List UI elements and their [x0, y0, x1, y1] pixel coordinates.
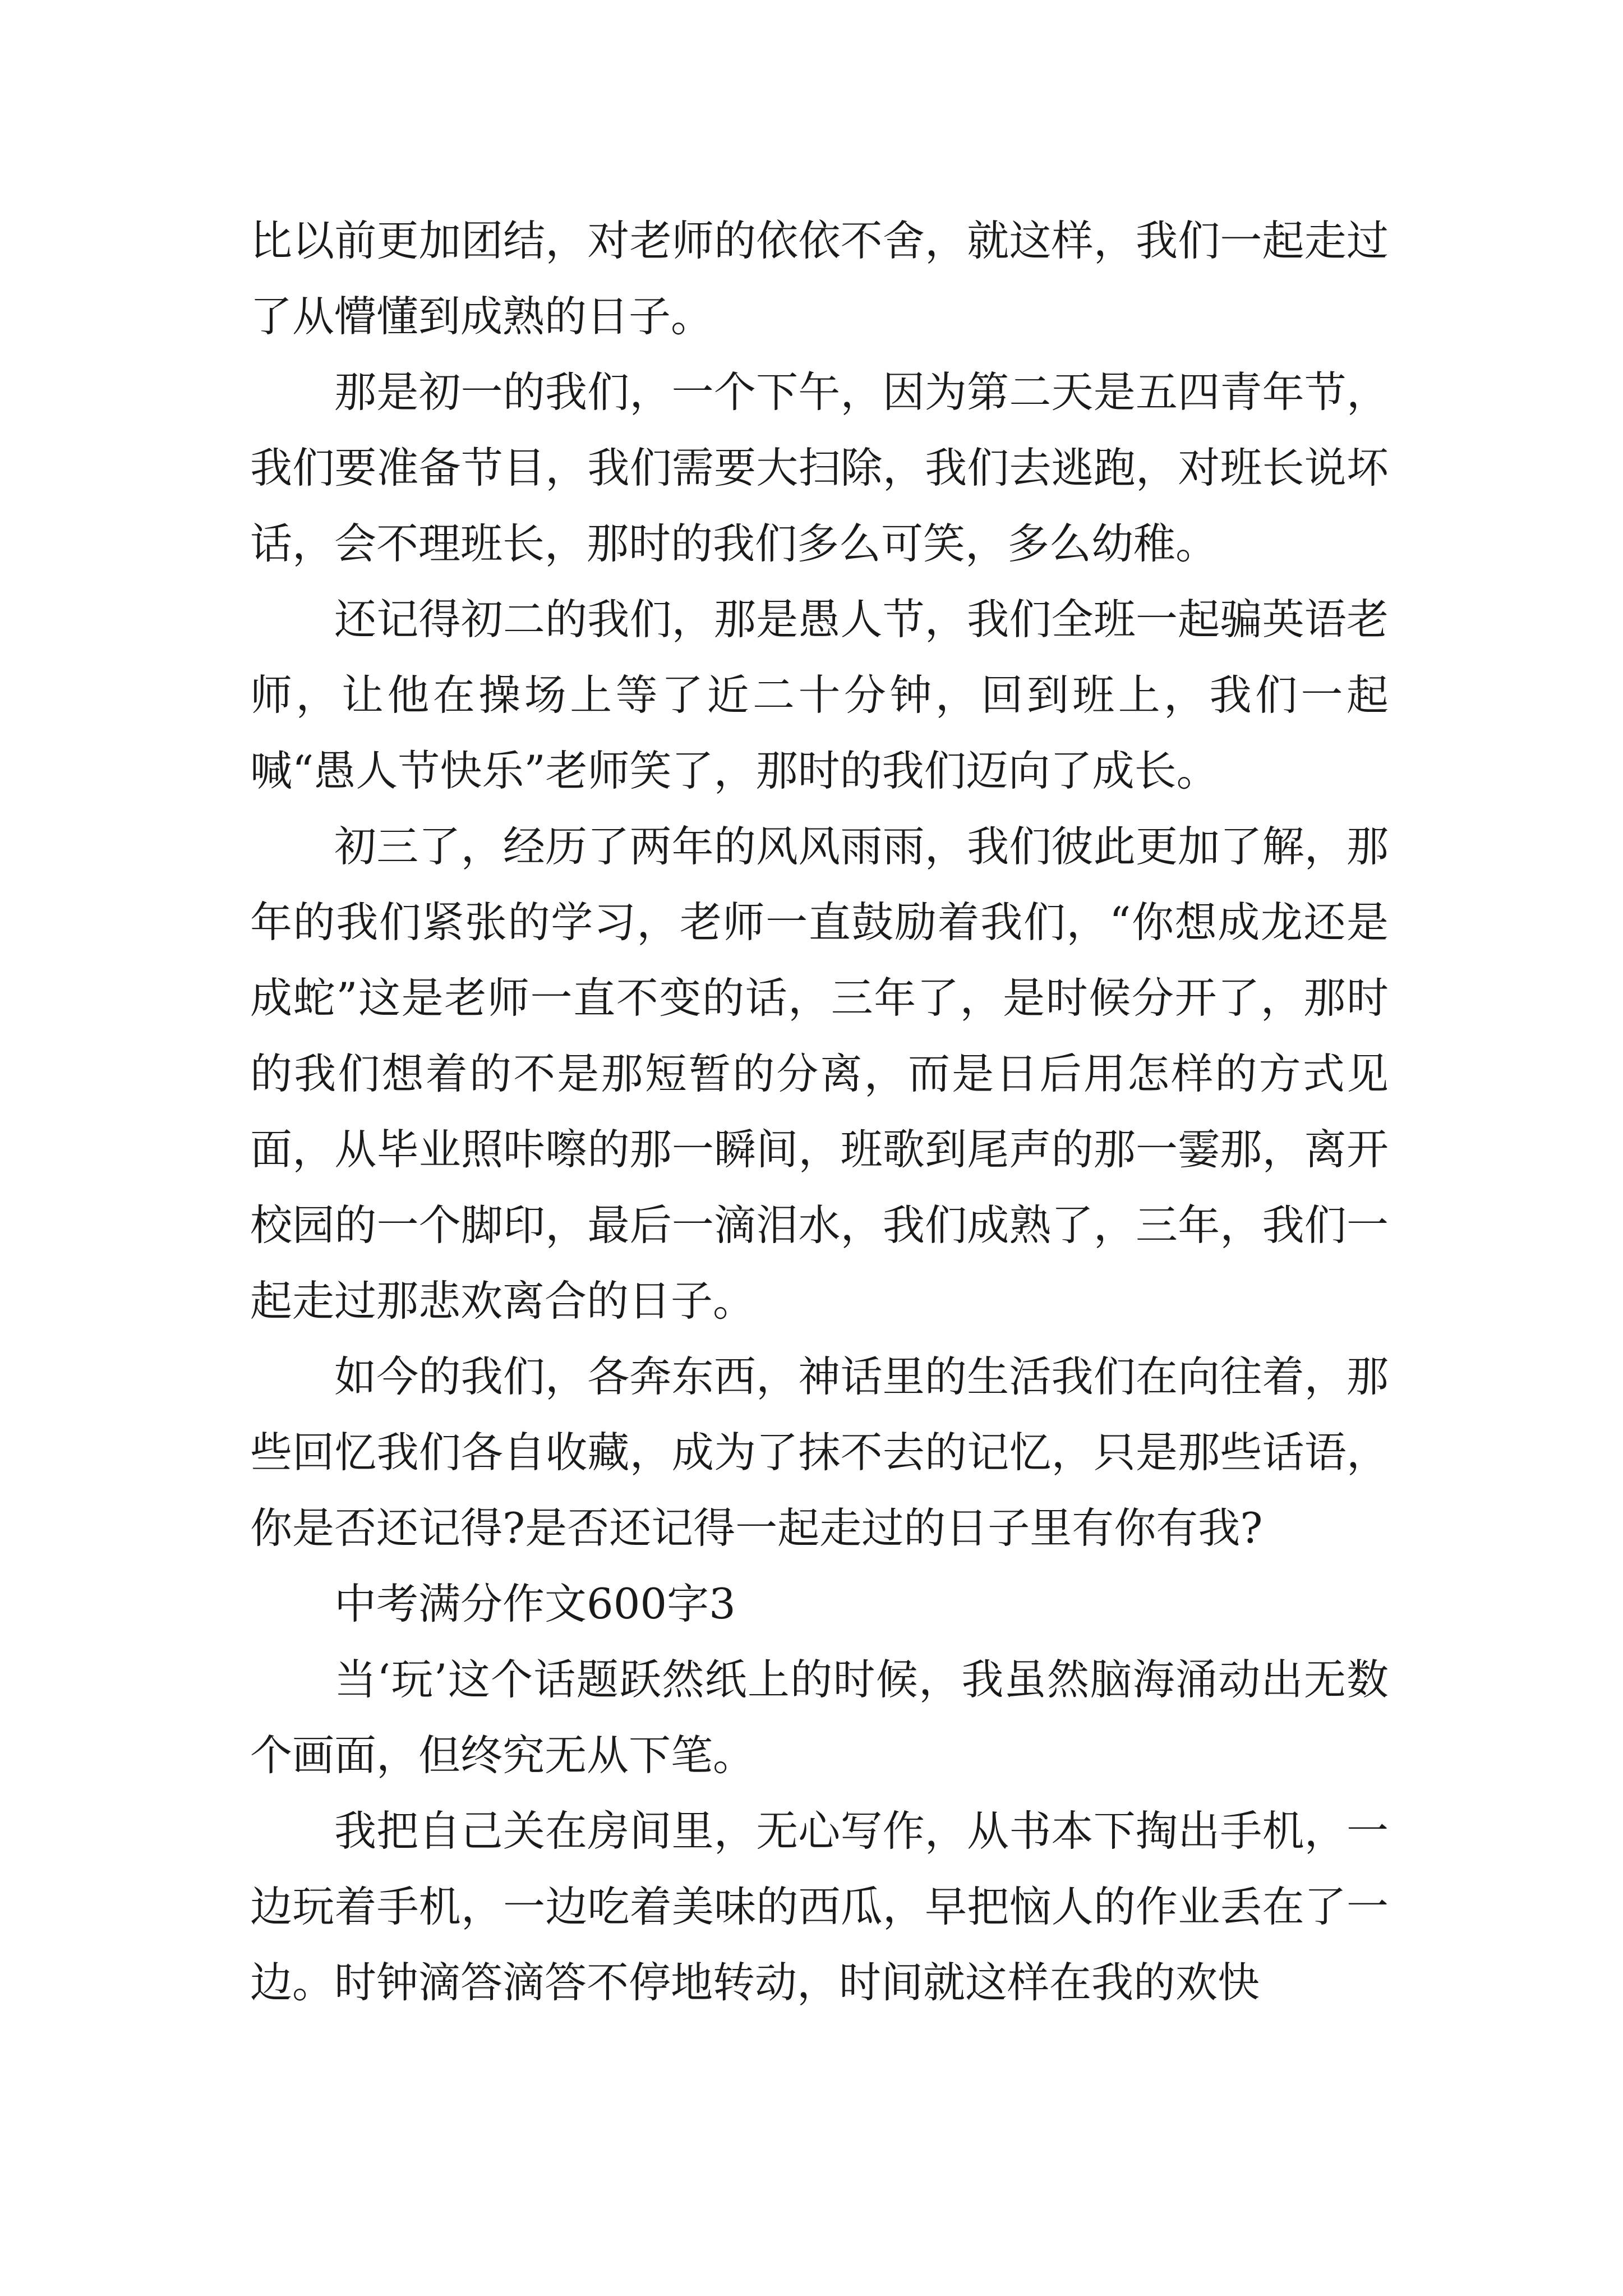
- paragraph-grade-three: 初三了，经历了两年的风风雨雨，我们彼此更加了解，那年的我们紧张的学习，老师一直鼓励着我们，“你想成龙还是成蛇”这是老师一直不变的话，三年了，是时候分开了，那时的我们想着的不是那短暂的分离，而是日后用怎样的方式见面，从毕业照咔嚓的那一瞬间，班歌到尾声的那一霎那，离开校园的一个脚印，最后一滴泪水，我们成熟了，三年，我们一起走过那悲欢离合的日子。: [250, 822, 1389, 1326]
- paragraph-phone: 我把自己关在房间里，无心写作，从书本下掏出手机，一边玩着手机，一边吃着美味的西瓜，早把恼人的作业丢在了一边。时钟滴答滴答不停地转动，时间就这样在我的欢快: [250, 1806, 1389, 2007]
- paragraph-continuation: 比以前更加团结，对老师的依依不舍，就这样，我们一起走过了从懵懂到成熟的日子。: [250, 216, 1389, 341]
- paragraph-topic-play: 当‘玩’这个话题跃然纸上的时候，我虽然脑海涌动出无数个画面，但终究无从下笔。: [250, 1655, 1389, 1780]
- paragraph-present: 如今的我们，各奔东西，神话里的生活我们在向往着，那些回忆我们各自收藏，成为了抹不去的记忆，只是那些话语，你是否还记得?是否还记得一起走过的日子里有你有我?: [250, 1352, 1389, 1553]
- paragraph-grade-one: 那是初一的我们，一个下午，因为第二天是五四青年节，我们要准备节目，我们需要大扫除，我们去逃跑，对班长说坏话，会不理班长，那时的我们多么可笑，多么幼稚。: [250, 367, 1389, 568]
- document-body: [250, 203, 1389, 2021]
- paragraph-grade-two: 还记得初二的我们，那是愚人节，我们全班一起骗英语老师，让他在操场上等了近二十分钟，回到班上，我们一起喊“愚人节快乐”老师笑了，那时的我们迈向了成长。: [250, 595, 1389, 795]
- essay-heading: 中考满分作文600字3: [334, 1579, 736, 1628]
